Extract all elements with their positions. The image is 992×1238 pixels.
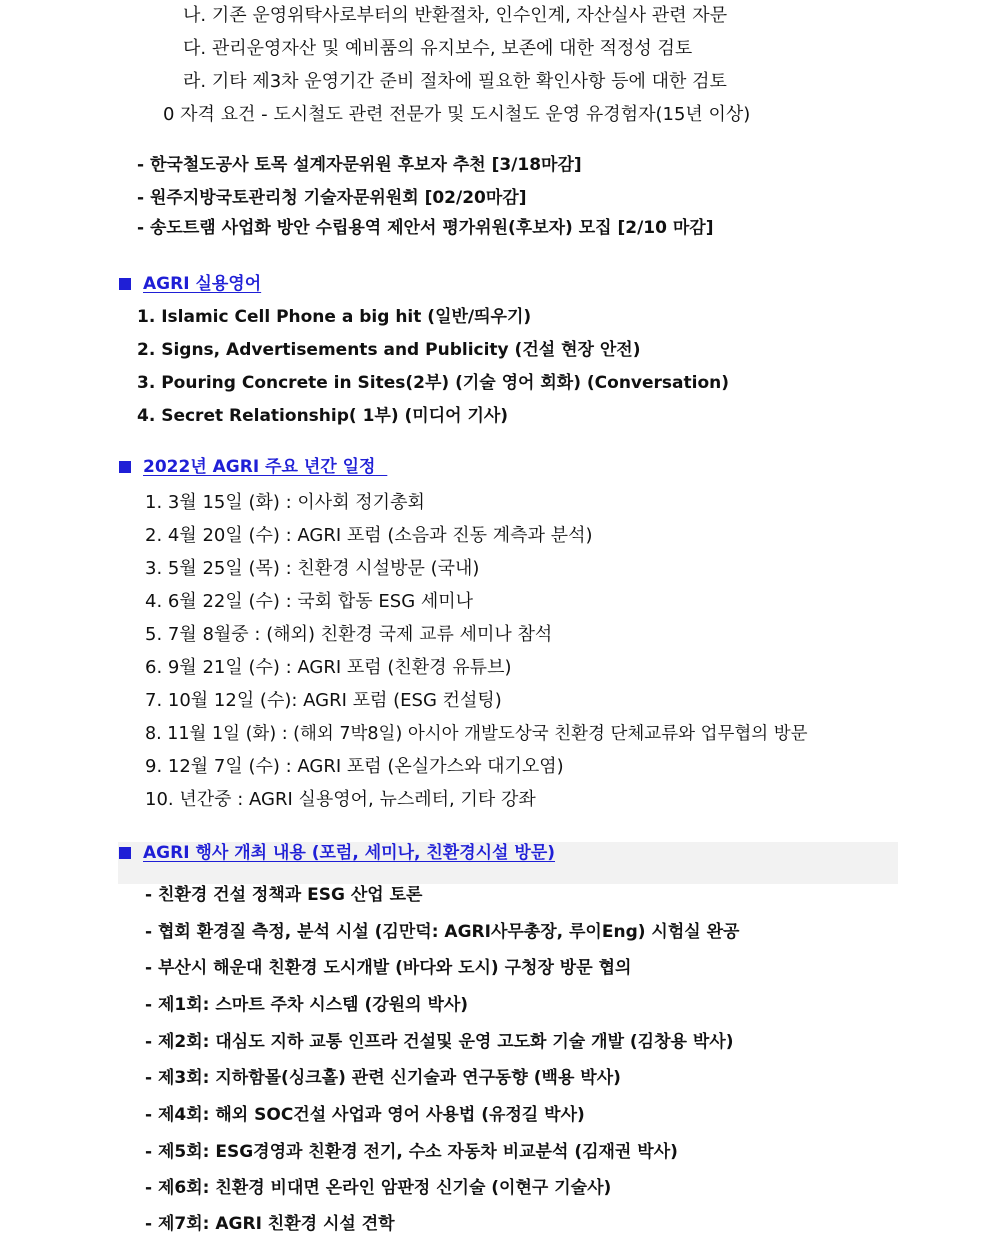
square-bullet-icon <box>119 278 131 290</box>
consult-item-ra: 라. 기타 제3차 운영기간 준비 절차에 필요한 확인사항 등에 대한 검토 <box>183 71 727 92</box>
schedule-item: 10. 년간중 : AGRI 실용영어, 뉴스레터, 기타 강좌 <box>145 789 536 810</box>
event-item: - 부산시 해운대 친환경 도시개발 (바다와 도시) 구청장 방문 협의 <box>145 958 632 978</box>
consult-item-da: 다. 관리운영자산 및 예비품의 유지보수, 보존에 대한 적정성 검토 <box>183 38 693 59</box>
event-item: - 협회 환경질 측정, 분석 시설 (김만덕: AGRI사무총장, 루이Eng) 시험실 완공 <box>145 922 740 942</box>
schedule-item: 4. 6월 22일 (수) : 국회 합동 ESG 세미나 <box>145 591 474 612</box>
schedule-item: 7. 10월 12일 (수): AGRI 포럼 (ESG 컨설팅) <box>145 690 502 711</box>
event-item: - 제1회: 스마트 주차 시스템 (강원의 박사) <box>145 995 469 1015</box>
schedule-heading-text: 2022년 AGRI 주요 년간 일정 <box>143 457 376 477</box>
qualification-line: 0 자격 요건 - 도시철도 관련 전문가 및 도시철도 운영 유경험자(15년 이상) <box>163 104 751 125</box>
consult-item-na: 나. 기존 운영위탁사로부터의 반환절차, 인수인계, 자산실사 관련 자문 <box>183 5 728 26</box>
event-item: - 제6회: 친환경 비대면 온라인 암판정 신기술 (이현구 기술사) <box>145 1178 612 1198</box>
committee-item: - 한국철도공사 토목 설계자문위원 후보자 추천 [3/18마감] <box>137 155 582 175</box>
schedule-item: 9. 12월 7일 (수) : AGRI 포럼 (온실가스와 대기오염) <box>145 756 564 777</box>
event-item: - 제2회: 대심도 지하 교통 인프라 건설및 운영 고도화 기술 개발 (김창용 박사) <box>145 1032 734 1052</box>
schedule-item: 5. 7월 8월중 : (해외) 친환경 국제 교류 세미나 참석 <box>145 624 553 645</box>
events-section-heading <box>119 842 555 864</box>
schedule-section-heading <box>119 456 387 478</box>
english-item: 4. Secret Relationship( 1부) (미디어 기사) <box>137 406 509 426</box>
event-item: - 제5회: ESG경영과 친환경 전기, 수소 자동차 비교분석 (김재권 박사) <box>145 1142 678 1162</box>
english-item: 1. Islamic Cell Phone a big hit (일반/띄우기) <box>137 307 532 327</box>
committee-item: - 원주지방국토관리청 기술자문위원회 [02/20마감] <box>137 188 527 208</box>
event-item: - 제7회: AGRI 친환경 시설 견학 <box>145 1214 395 1234</box>
english-heading-text: AGRI 실용영어 <box>143 274 262 294</box>
english-section-heading <box>119 273 261 295</box>
event-item: - 제3회: 지하함몰(싱크홀) 관련 신기술과 연구동향 (백용 박사) <box>145 1068 621 1088</box>
schedule-item: 3. 5월 25일 (목) : 친환경 시설방문 (국내) <box>145 558 480 579</box>
square-bullet-icon <box>119 461 131 473</box>
english-item: 3. Pouring Concrete in Sites(2부) (기술 영어 회화) (Conversation) <box>137 373 730 393</box>
english-item: 2. Signs, Advertisements and Publicity (건설 현장 안전) <box>137 340 641 360</box>
schedule-item: 1. 3월 15일 (화) : 이사회 정기총회 <box>145 492 425 513</box>
events-heading-text: AGRI 행사 개최 내용 (포럼, 세미나, 친환경시설 방문) <box>143 843 556 863</box>
event-item: - 친환경 건설 정책과 ESG 산업 토론 <box>145 885 423 905</box>
schedule-item: 2. 4월 20일 (수) : AGRI 포럼 (소음과 진동 계측과 분석) <box>145 525 593 546</box>
event-item: - 제4회: 해외 SOC건설 사업과 영어 사용법 (유정길 박사) <box>145 1105 585 1125</box>
schedule-item: 6. 9월 21일 (수) : AGRI 포럼 (친환경 유튜브) <box>145 657 512 678</box>
square-bullet-icon <box>119 847 131 859</box>
committee-item: - 송도트램 사업화 방안 수립용역 제안서 평가위원(후보자) 모집 [2/10 마감] <box>137 218 714 238</box>
schedule-item: 8. 11월 1일 (화) : (해외 7박8일) 아시아 개발도상국 친환경 단체교류와 업무협의 방문 <box>145 724 808 744</box>
